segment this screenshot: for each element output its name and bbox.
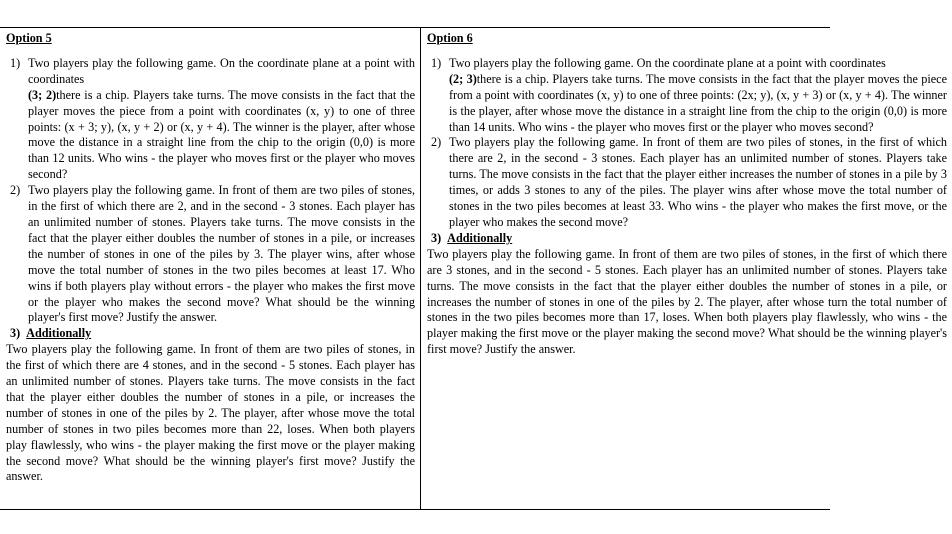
task-list [6,56,415,326]
option-heading: Option 5 [6,31,52,45]
option-6-column [421,28,947,509]
task-text: Two players play the following game. In front of them are two piles of stones, in the first of which there are 2, and in the second - 3 stones. Each player has an unlimited number of stones. Players take turns. The move consists in the fact that the player either doubles the number of stones in a pile, or increases the number of stones in one of the piles by 3. The player wins, after whose move the total number of stones in the two piles becomes at least 17. Who wins if both players play without errors - the player who makes the first move or the player who makes the second move? What should be the winning player's first move? Justify the answer. [28,183,415,325]
additional-number: 3) [431,230,442,245]
task-lead: Two players play the following game. On the coordinate plane at a point with coordinates [449,55,886,70]
additional-label: Additionally [447,230,513,245]
additional-heading [6,326,415,342]
options-table [0,27,947,510]
additional-heading [427,231,947,247]
option-5-column [0,28,421,509]
task-number: 1) [431,55,442,70]
task-item [6,56,415,183]
task-number: 1) [10,55,21,70]
additional-text: Two players play the following game. In front of them are two piles of stones, in the first of which there are 3 stones, and in the second - 5 stones. Each player has an unlimited number of stones. Players take turns. The move consists in the fact that the player either doubles the number of stones in a pile, or increases the number of stones in one of the piles by 2. The player, after whose turn the total number of stones in the two piles becomes more than 17, loses. When both players play flawlessly, who wins - the player making the first move or the player making the second move? What should be the winning player's first move? Justify the answer. [427,246,947,357]
option-heading: Option 6 [427,31,473,45]
additional-number: 3) [10,326,21,341]
task-item [6,183,415,326]
task-text: there is a chip. Players take turns. The move consists in the fact that the player moves the piece from a point with coordinates (x, y) to one of three points: (2x; y), (x, y + 3) or (x, y + 4). The winner is the player, after whose move the distance in a straight line from the chip to the origin (0,0) is more than 14 units. Who wins - the player who moves first or the player who moves second? [449,71,947,134]
task-text: Two players play the following game. In front of them are two piles of stones, in the first of which there are 2, in the second - 3 stones. Each player has an unlimited number of stones. Players take turns. The move consists in the fact that the player either increases the number of stones in a pile by 3 times, or adds 3 stones to any of the piles. The player wins after whose move the total number of stones in the two piles becomes at least 33. Who wins - the player who makes the first move, or the player who makes the second move? [449,135,947,229]
task-item [427,135,947,230]
task-number: 2) [431,135,442,150]
task-lead: Two players play the following game. On the coordinate plane at a point with coordinates [28,55,415,86]
task-text: there is a chip. Players take turns. The move consists in the fact that the player moves the piece from a point with coordinates (x, y) to one of three points: (x + 3; y), (x, y + 2) or (x, y + 4). The winner is the player, after whose move the distance in a straight line from the chip to the origin (0,0) is more than 12 units. Who wins - the player who moves first or the player who moves second? [28,87,415,182]
additional-text: Two players play the following game. In front of them are two piles of stones, in the first of which there are 4 stones, and in the second - 5 stones. Each player has an unlimited number of stones. Players take turns. The move consists in the fact that the player either doubles the number of stones in a pile, or increases the number of stones in one of the piles by 2. The player, after whose move the total number of stones in two piles becomes more than 22, loses. When both players play flawlessly, who wins - the player making the first move or the player making the second move? What should be the winning player's first move? Justify the answer. [6,342,415,484]
task-coordinates: (3; 2) [28,87,57,102]
task-item [427,56,947,136]
task-list [427,56,947,231]
task-number: 2) [10,183,21,198]
task-coordinates: (2; 3) [449,71,477,86]
additional-label: Additionally [26,326,92,341]
